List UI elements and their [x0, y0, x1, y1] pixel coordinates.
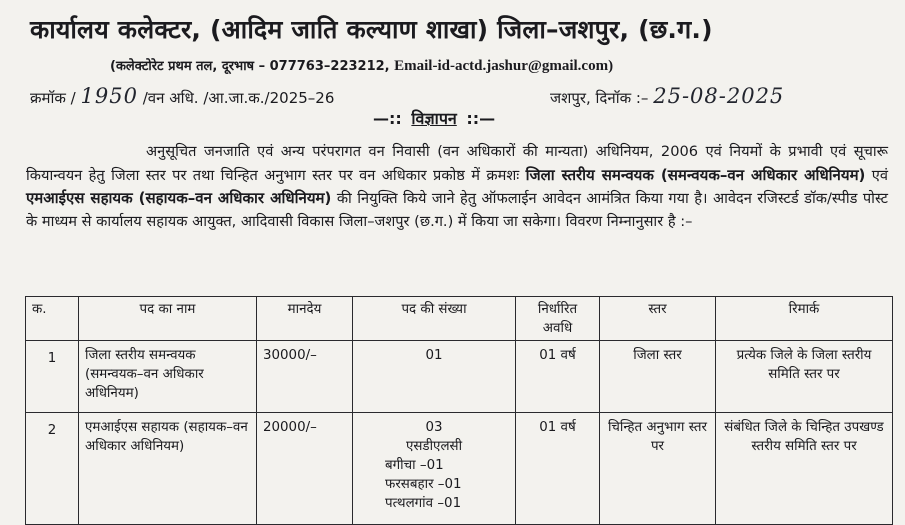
office-contact [110, 57, 870, 76]
sdlc-location: पत्थलगांव –01 [385, 496, 462, 511]
email-address: Email-id-actd.jashur@gmail.com) [394, 58, 614, 74]
posts-table [25, 296, 893, 525]
post-name-mis: एमआईएस सहायक (सहायक–वन अधिकार अधिनियम) [26, 189, 332, 207]
table-row: 1 जिला स्तरीय समन्वयक (समन्वयक–वन अधिकार अधिनियम) 30000/– 01 01 वर्ष जिला स्तर प्रत्येक जिले के जिला स्तरीय समिति स्तर पर [26, 341, 893, 413]
place-date-label: जशपुर, दिनॉक :– [550, 89, 649, 107]
sdlc-location: फरसबहार –01 [385, 477, 462, 492]
table-header-row [26, 297, 893, 341]
header-post-count: पद की संख्या [353, 297, 516, 341]
header-serial: क. [26, 297, 79, 341]
address-phone: (कलेक्टोरेट प्रथम तल, दूरभाष – 077763–223212, [110, 59, 390, 74]
header-honorarium: मानदेय [257, 297, 353, 341]
header-post-name: पद का नाम [79, 297, 257, 341]
sdlc-location: बगीचा –01 [385, 458, 444, 473]
reference-line [30, 84, 890, 110]
reference-suffix: /वन अधि. /आ.जा.क./2025–26 [142, 89, 335, 107]
table-row: 2 एमआईएस सहायक (सहायक–वन अधिकार अधिनियम) 20000/– 03 एसडीएलसी बगीचा –01 फरसबहार –01 पत्थलगांव –01 01 वर्ष चिन्हित अनुभाग स्तर पर संबंधित जिले के चिन्हित उपखण्ड स्तरीय समिति स्तर पर [26, 413, 893, 525]
notice-heading: —:: विज्ञापन ::— [373, 109, 496, 128]
header-duration: निर्धारित अवधि [516, 297, 600, 341]
post-name-coordinator: जिला स्तरीय समन्वयक (समन्वयक–वन अधिकार अधिनियम) [525, 165, 866, 184]
place-date [550, 84, 784, 110]
header-level: स्तर [600, 297, 716, 341]
notice-body: अनुसूचित जनजाति एवं अन्य परंपरागत वन निवासी (वन अधिकारों की मान्यता) अधिनियम, 2006 एवं नियमों के प्रभावी एवं सूचारू कियान्वयन हेतु जिला स्तर पर तथा चिन्हित अनुभाग स्तर पर वन अधिकार प्रकोष्ठ में क्रमशः जिला स्तरीय समन्वयक (समन्वयक–वन अधिकार अधिनियम) एवं एमआईएस सहायक (सहायक–वन अधिकार अधिनियम) की नियुक्ति किये जाने हेतु ऑफलाईन आवेदन आमंत्रित किया गया है। आवेदन रजिस्टर्ड डॉक/स्पीड पोस्ट के माध्यम से कार्यालय सहायक आयुक्त, आदिवासी विकास जिला–जशपुर (छ.ग.) में किया जा सकेगा। विवरण निम्नानुसार है :– [26, 143, 888, 230]
reference-prefix: क्रमॉक / [30, 89, 76, 107]
office-title: कार्यालय कलेक्टर, (आदिम जाति कल्याण शाखा) जिला–जशपुर, (छ.ग.) [30, 15, 713, 44]
handwritten-number: 1950 [80, 84, 138, 108]
notice-heading-text: विज्ञापन [411, 109, 457, 128]
handwritten-date: 25-08-2025 [653, 84, 785, 108]
reference-number [30, 84, 334, 110]
post-count-cell: 03 एसडीएलसी बगीचा –01 फरसबहार –01 पत्थलगांव –01 [353, 413, 516, 525]
header-remark: रिमार्क [716, 297, 893, 341]
